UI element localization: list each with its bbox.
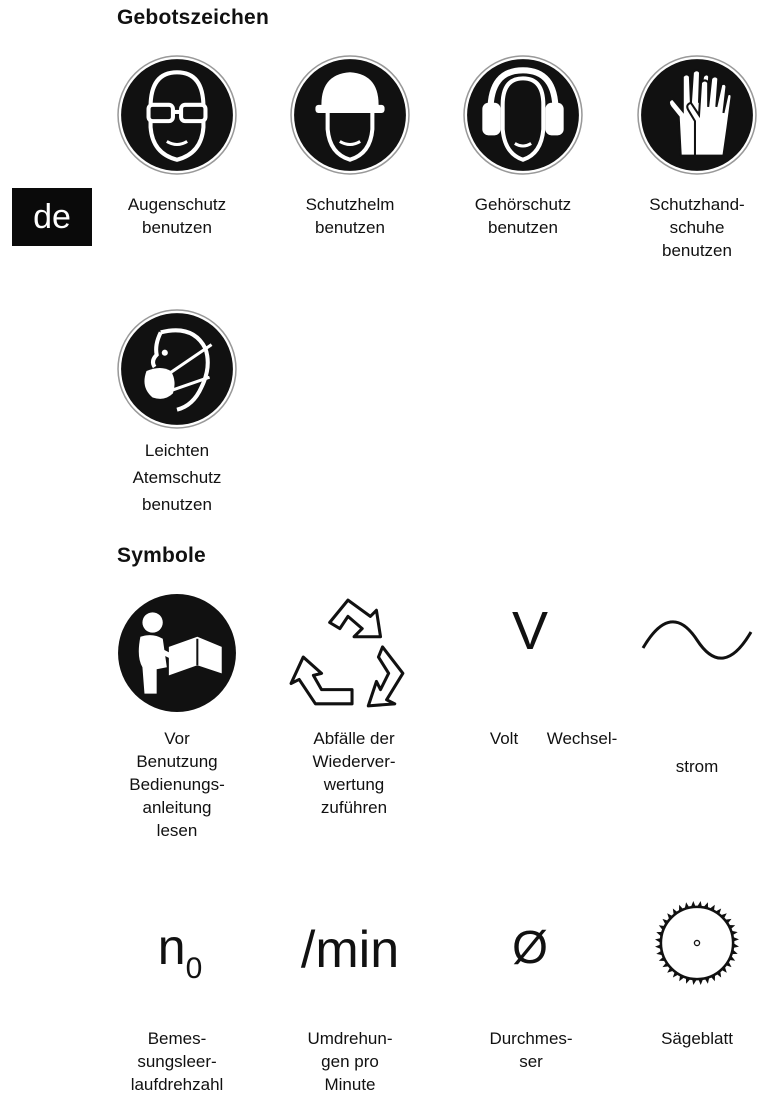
- recycle-caption: Abfälle der Wiederver- wertung zuführen: [312, 729, 396, 817]
- saw-blade-icon: [654, 900, 740, 986]
- no-load-speed-subscript: 0: [185, 952, 203, 985]
- recycle-icon: [289, 592, 411, 714]
- language-tab: de: [12, 188, 92, 246]
- ear-protection-caption: Gehörschutz benutzen: [474, 195, 572, 237]
- dust-mask-icon: [116, 308, 238, 430]
- alternating-current-caption-part1: Wechsel-: [546, 729, 618, 748]
- gloves-caption: Schutzhand- schuhe benutzen: [649, 195, 745, 260]
- volt-icon: V: [511, 601, 549, 661]
- ear-protection-icon: [462, 54, 584, 176]
- read-manual-caption: Vor Benutzung Bedienungs- anleitung lesen: [129, 729, 225, 840]
- goggles-icon: [116, 54, 238, 176]
- no-load-speed-glyph: n: [157, 919, 186, 975]
- volt-caption: Volt: [489, 729, 519, 748]
- hard-hat-caption: Schutzhelm benutzen: [305, 195, 395, 237]
- gloves-icon: [636, 54, 758, 176]
- per-minute-caption: Umdrehun- gen pro Minute: [307, 1029, 393, 1094]
- diameter-caption: Durchmes- ser: [489, 1029, 573, 1071]
- hard-hat-icon: [289, 54, 411, 176]
- read-manual-icon: [116, 592, 238, 714]
- saw-blade-caption: Sägeblatt: [661, 1029, 733, 1048]
- no-load-speed-caption: Bemes- sungsleer- laufdrehzahl: [130, 1029, 224, 1094]
- goggles-caption: Augenschutz benutzen: [127, 195, 227, 237]
- no-load-speed-icon: [100, 918, 260, 986]
- alternating-current-caption-part2: strom: [675, 757, 719, 776]
- dust-mask-caption: Leichten Atemschutz benutzen: [132, 441, 222, 514]
- section-title-mandatory: Gebotszeichen: [117, 6, 269, 29]
- diameter-icon: Ø: [512, 921, 548, 973]
- per-minute-icon: /min: [300, 921, 400, 979]
- section-title-symbols: Symbole: [117, 544, 206, 567]
- alternating-current-icon: [636, 600, 758, 680]
